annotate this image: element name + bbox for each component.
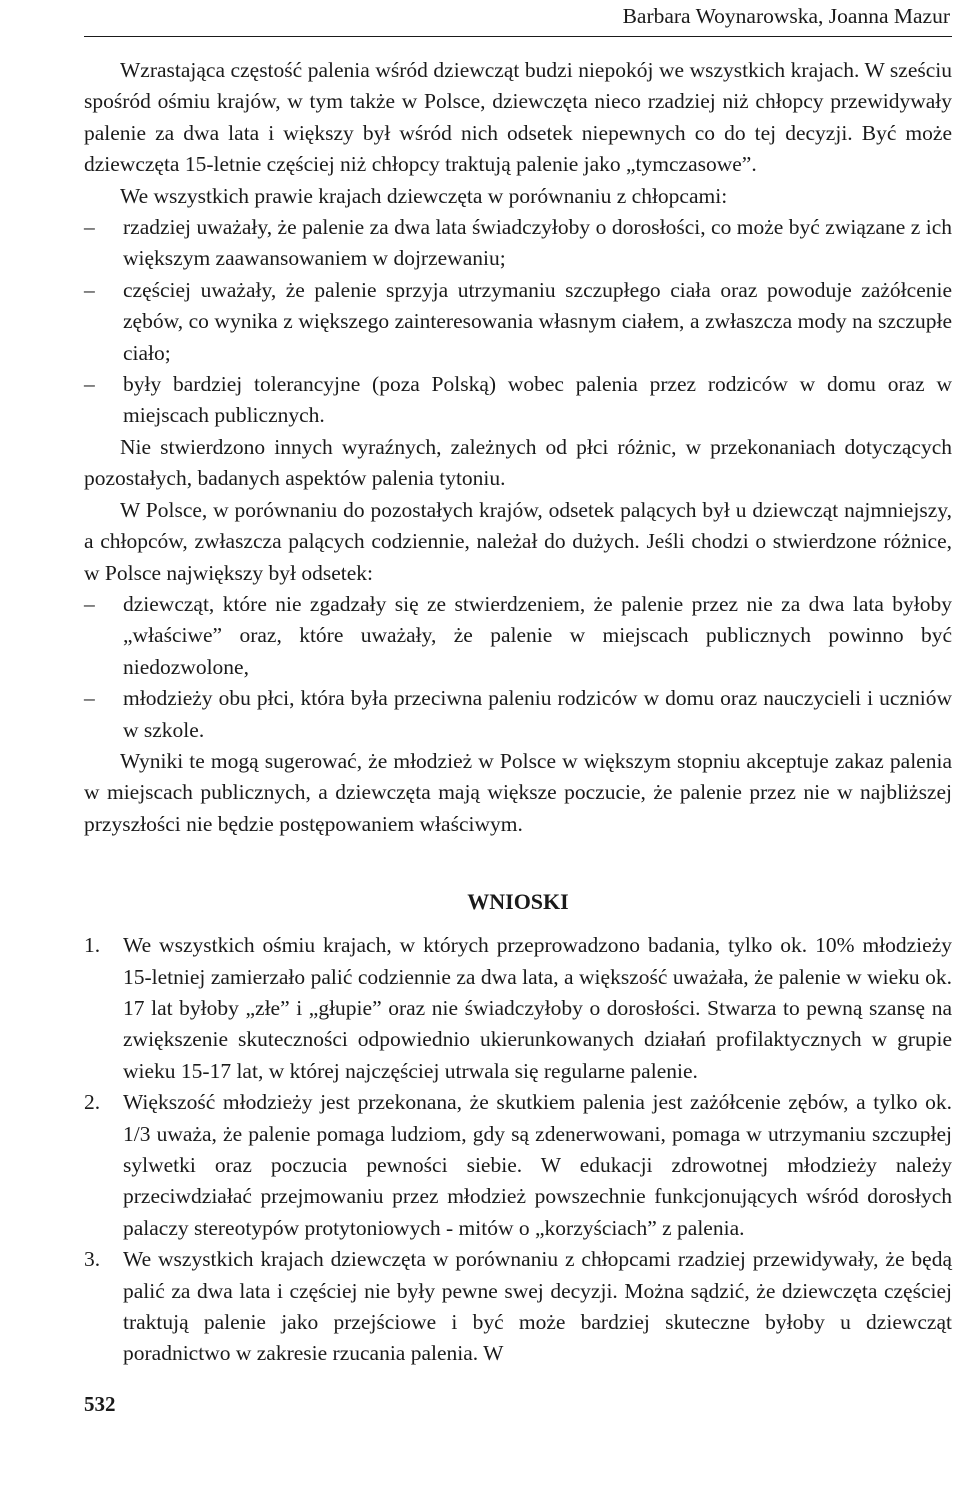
list-item-text: dziewcząt, które nie zgadzały się ze stwierdzeniem, że palenie przez nie za dwa lata byłoby „właściwe” oraz, które uważały, że palenie w miejscach publicznych powinno być niedozwolone, <box>123 591 952 679</box>
page-number: 532 <box>84 1392 116 1416</box>
conclusion-item <box>84 1087 952 1244</box>
list-item-text: rzadziej uważały, że palenie za dwa lata świadczyłoby o dorosłości, co może być związane z ich większym zaawansowaniem w dojrzewaniu; <box>123 215 952 271</box>
list-item-text: częściej uważały, że palenie sprzyja utrzymaniu szczupłego ciała oraz powoduje zażółcenie zębów, co wynika z większego zainteresowania własnym ciałem, a zwłaszcza mody na szczupłe ciało; <box>123 277 952 365</box>
dash-bullet: – <box>84 277 95 302</box>
paragraph-2: We wszystkich prawie krajach dziewczęta w porównaniu z chłopcami: <box>120 183 728 208</box>
conclusions-list <box>84 930 952 1370</box>
conclusion-text: We wszystkich ośmiu krajach, w których przeprowadzono badania, tylko ok. 10% młodzieży 15-letniej zamierzało palić codziennie za dwa lata, a większość uważała, że palenie w wieku ok. 17 lat byłoby „złe” i „głupie” oraz nie świadczyłoby o dorosłości. Stwarza to pewną szansę na zwiększenie skuteczności odpowiednio ukierunkowanych działań profilaktycznych w grupie wieku 15-17 lat, w której najczęściej utrwala się regularne palenie. <box>123 933 952 1083</box>
dash-bullet: – <box>84 686 95 711</box>
dash-bullet: – <box>84 215 95 240</box>
item-number: 2. <box>84 1090 101 1115</box>
list-item <box>84 275 952 369</box>
conclusion-text: We wszystkich krajach dziewczęta w porównaniu z chłopcami rzadziej przewidywały, że będą palić za dwa lata i częściej nie były pewne swej decyzji. Można sądzić, że dziewczęta częściej traktują palenie jako przejściowe i być może bardziej skuteczne byłoby u dziewcząt poradnictwo w zakresie rzucania palenia. W <box>123 1247 952 1366</box>
dash-bullet: – <box>84 372 95 397</box>
item-number: 3. <box>84 1247 101 1272</box>
dash-bullet: – <box>84 591 95 616</box>
paragraph-3: Nie stwierdzono innych wyraźnych, zależnych od płci różnic, w przekonaniach dotyczących pozostałych, badanych aspektów palenia tytoniu. <box>84 434 952 491</box>
paragraph-4: W Polsce, w porównaniu do pozostałych krajów, odsetek palących był u dziewcząt najmniejszy, a chłopców, zwłaszcza palących codziennie, należał do dużych. Jeśli chodzi o stwierdzone różnice, w Polsce największy był odsetek: <box>84 497 952 585</box>
list-item-text: młodzieży obu płci, która była przeciwna paleniu rodziców w domu oraz nauczycieli i uczniów w szkole. <box>123 686 952 742</box>
poland-differences-list <box>84 589 952 746</box>
conclusion-item <box>84 930 952 1087</box>
item-number: 1. <box>84 933 101 958</box>
paragraph-1: Wzrastająca częstość palenia wśród dziewcząt budzi niepokój we wszystkich krajach. W sześciu spośród ośmiu krajów, w tym także w Polsce, dziewczęta nieco rzadziej niż chłopcy przewidywały palenie za dwa lata i większy był wśród nich odsetek niepewnych co do tej decyzji. Być może dziewczęta 15-letnie częściej niż chłopcy traktują palenie jako „tymczasowe”. <box>84 58 952 177</box>
gender-differences-list <box>84 212 952 432</box>
list-item <box>84 589 952 683</box>
header-rule <box>84 36 952 37</box>
list-item <box>84 369 952 432</box>
list-item <box>84 683 952 746</box>
running-header-authors: Barbara Woynarowska, Joanna Mazur <box>622 4 950 28</box>
conclusion-item <box>84 1244 952 1370</box>
paragraph-5: Wyniki te mogą sugerować, że młodzież w Polsce w większym stopniu akceptuje zakaz palenia w miejscach publicznych, a dziewczęta mają większe poczucie, że palenie przez nie w najbliższej przyszłości nie będzie postępowaniem właściwym. <box>84 748 952 836</box>
section-heading-wnioski: WNIOSKI <box>467 889 569 915</box>
list-item <box>84 212 952 275</box>
conclusion-text: Większość młodzieży jest przekonana, że skutkiem palenia jest zażółcenie zębów, a tylko ok. 1/3 uważa, że palenie pomaga ludziom, gdy są zdenerwowani, pomaga w utrzymaniu szczupłej sylwetki oraz poczucia pewności siebie. W edukacji zdrowotnej młodzieży należy przeciwdziałać przejmowaniu przez młodzież powszechnie funkcjonujących wśród dorosłych palaczy stereotypów protytoniowych - mitów o „korzyściach” z palenia. <box>123 1090 952 1240</box>
body-text <box>84 55 952 1370</box>
list-item-text: były bardziej tolerancyjne (poza Polską) wobec palenia przez rodziców w domu oraz w miejscach publicznych. <box>123 372 952 428</box>
